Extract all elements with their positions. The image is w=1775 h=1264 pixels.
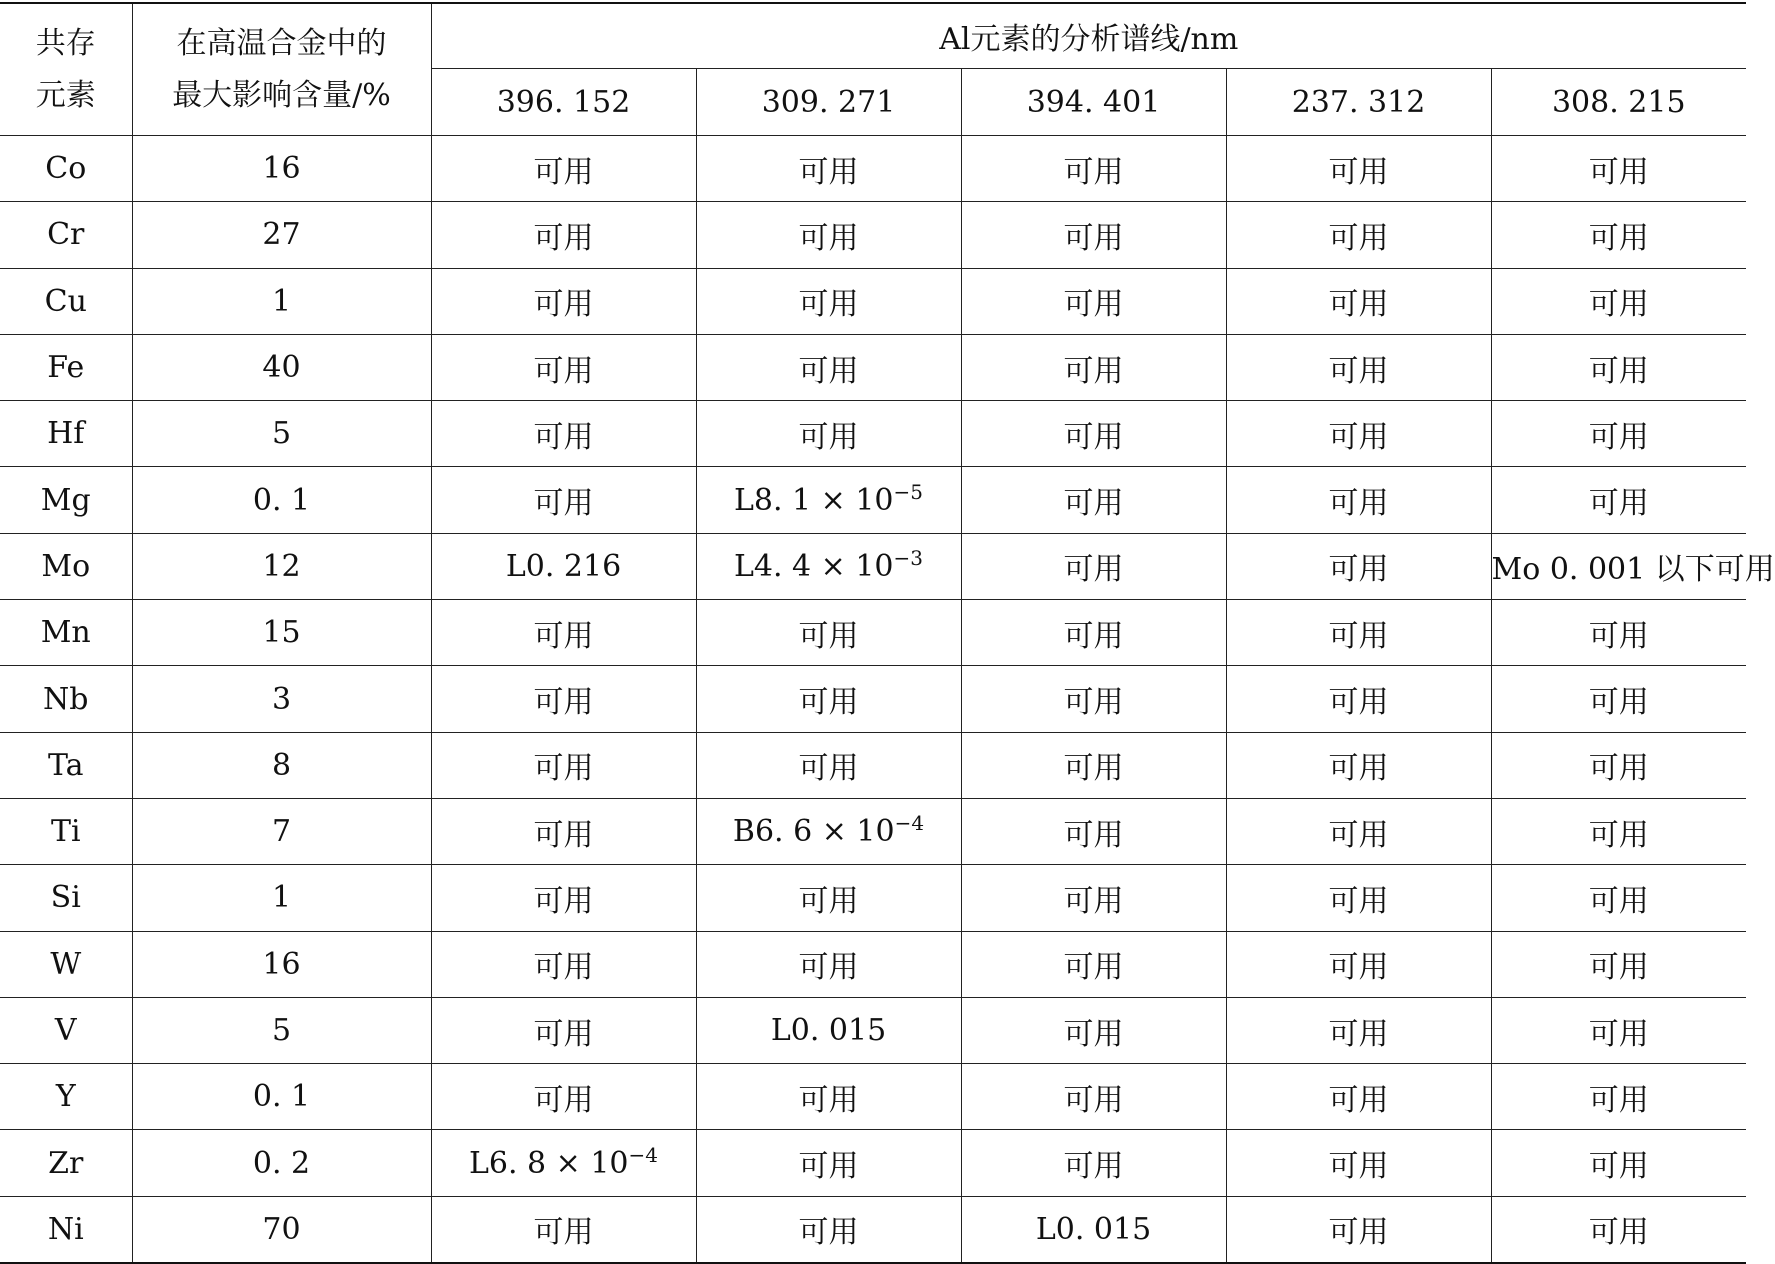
cell-value: 可用: [1588, 1082, 1649, 1118]
cell-wavelength-1: [431, 1196, 696, 1263]
cell-value: 可用: [1063, 685, 1124, 721]
cell-wavelength-3: [961, 931, 1226, 997]
cell-value: 可用: [1328, 552, 1389, 588]
cell-value: L6. 8 × 10: [468, 1145, 629, 1181]
header-max-content: [132, 3, 431, 136]
cell-element: Si: [0, 865, 132, 931]
header-coexisting-element-line2: 元素: [35, 77, 96, 113]
cell-wavelength-2: [696, 202, 961, 268]
cell-element: Mg: [0, 467, 132, 533]
cell-wavelength-2: [696, 268, 961, 334]
cell-wavelength-4: [1226, 1196, 1491, 1263]
cell-value: 可用: [533, 817, 594, 853]
cell-value: 可用: [798, 287, 859, 323]
cell-wavelength-5: [1491, 136, 1746, 202]
cell-wavelength-2: [696, 1196, 961, 1263]
cell-max-content: 0. 2: [132, 1130, 431, 1196]
cell-wavelength-4: [1226, 401, 1491, 467]
cell-wavelength-2: [696, 533, 961, 599]
cell-value: 可用: [1588, 751, 1649, 787]
header-wavelength-4: 237. 312: [1226, 69, 1491, 136]
cell-element: Nb: [0, 666, 132, 732]
cell-max-content: 27: [132, 202, 431, 268]
cell-wavelength-2: [696, 865, 961, 931]
cell-max-content: 3: [132, 666, 431, 732]
cell-wavelength-1: [431, 1130, 696, 1196]
cell-wavelength-4: [1226, 865, 1491, 931]
cell-wavelength-1: [431, 798, 696, 864]
cell-value: 可用: [1588, 618, 1649, 654]
cell-value: 可用: [1328, 883, 1389, 919]
cell-value: B6. 6 × 10: [732, 814, 895, 850]
table-row: [0, 1130, 1746, 1196]
header-max-content-line1: 在高温合金中的: [176, 25, 387, 61]
cell-value: 可用: [1063, 618, 1124, 654]
cell-wavelength-3: [961, 865, 1226, 931]
cell-value: 可用: [1328, 817, 1389, 853]
cell-wavelength-3: [961, 732, 1226, 798]
cell-wavelength-4: [1226, 1064, 1491, 1130]
cell-wavelength-5: [1491, 401, 1746, 467]
cell-value: 可用: [533, 287, 594, 323]
cell-value: 可用: [1588, 950, 1649, 986]
cell-wavelength-4: [1226, 997, 1491, 1063]
cell-value: 可用: [1328, 1016, 1389, 1052]
cell-max-content: 1: [132, 865, 431, 931]
cell-value: 可用: [1588, 817, 1649, 853]
cell-wavelength-3: [961, 1130, 1226, 1196]
cell-wavelength-1: [431, 666, 696, 732]
cell-wavelength-4: [1226, 202, 1491, 268]
cell-wavelength-4: [1226, 732, 1491, 798]
cell-element: Zr: [0, 1130, 132, 1196]
cell-value: 可用: [1063, 287, 1124, 323]
cell-wavelength-1: [431, 202, 696, 268]
cell-wavelength-5: [1491, 268, 1746, 334]
table-row: [0, 334, 1746, 400]
cell-value: 可用: [533, 353, 594, 389]
cell-wavelength-4: [1226, 467, 1491, 533]
cell-value: 可用: [533, 1215, 594, 1251]
header-spectral-lines: Al元素的分析谱线/nm: [431, 3, 1746, 69]
cell-max-content: 0. 1: [132, 467, 431, 533]
cell-wavelength-4: [1226, 1130, 1491, 1196]
cell-wavelength-3: [961, 401, 1226, 467]
table-row: [0, 401, 1746, 467]
cell-wavelength-3: [961, 533, 1226, 599]
cell-value: 可用: [1588, 154, 1649, 190]
cell-element: Cu: [0, 268, 132, 334]
cell-wavelength-4: [1226, 931, 1491, 997]
cell-max-content: 16: [132, 931, 431, 997]
table-row: [0, 533, 1746, 599]
cell-max-content: 70: [132, 1196, 431, 1263]
cell-element: Ti: [0, 798, 132, 864]
cell-value: 可用: [533, 486, 594, 522]
cell-wavelength-3: [961, 997, 1226, 1063]
cell-value: 可用: [1328, 486, 1389, 522]
cell-value: 可用: [1328, 353, 1389, 389]
cell-value: 可用: [1588, 1215, 1649, 1251]
cell-wavelength-4: [1226, 798, 1491, 864]
cell-wavelength-3: [961, 666, 1226, 732]
cell-value: L0. 216: [505, 548, 622, 584]
cell-value: 可用: [533, 1082, 594, 1118]
cell-wavelength-2: [696, 401, 961, 467]
cell-value: 可用: [1588, 1149, 1649, 1185]
cell-wavelength-3: [961, 202, 1226, 268]
cell-wavelength-1: [431, 467, 696, 533]
cell-value: 可用: [1063, 486, 1124, 522]
cell-wavelength-2: [696, 732, 961, 798]
cell-value: 可用: [798, 154, 859, 190]
cell-wavelength-4: [1226, 136, 1491, 202]
cell-wavelength-1: [431, 1064, 696, 1130]
cell-wavelength-3: [961, 334, 1226, 400]
cell-value: 可用: [1063, 419, 1124, 455]
cell-value: 可用: [533, 220, 594, 256]
cell-wavelength-1: [431, 997, 696, 1063]
cell-wavelength-4: [1226, 334, 1491, 400]
cell-value: 可用: [798, 618, 859, 654]
cell-value: 可用: [1063, 1149, 1124, 1185]
cell-wavelength-5: [1491, 1196, 1746, 1263]
cell-value: 可用: [533, 883, 594, 919]
cell-wavelength-2: [696, 136, 961, 202]
cell-value: 可用: [798, 1149, 859, 1185]
cell-element: Ta: [0, 732, 132, 798]
cell-value: 可用: [1063, 353, 1124, 389]
cell-value: 可用: [1588, 685, 1649, 721]
cell-value: L4. 4 × 10: [733, 548, 894, 584]
cell-value: 可用: [798, 685, 859, 721]
table-row: [0, 467, 1746, 533]
cell-value: 可用: [1588, 220, 1649, 256]
table-row: [0, 136, 1746, 202]
cell-wavelength-4: [1226, 666, 1491, 732]
cell-exponent: −3: [893, 545, 924, 570]
cell-wavelength-1: [431, 865, 696, 931]
table-row: [0, 1196, 1746, 1263]
cell-value: 可用: [533, 751, 594, 787]
cell-wavelength-5: [1491, 1130, 1746, 1196]
table-body: [0, 136, 1775, 1264]
cell-value: 可用: [1328, 1082, 1389, 1118]
cell-wavelength-4: [1226, 533, 1491, 599]
table-row: [0, 931, 1746, 997]
table-row: [0, 997, 1746, 1063]
cell-value: 可用: [798, 419, 859, 455]
cell-exponent: −5: [893, 479, 924, 504]
cell-value: 可用: [1063, 1082, 1124, 1118]
cell-wavelength-5: [1491, 1064, 1746, 1130]
cell-value: 可用: [1063, 883, 1124, 919]
header-wavelength-5: 308. 215: [1491, 69, 1746, 136]
cell-wavelength-2: [696, 1130, 961, 1196]
cell-value: 可用: [533, 618, 594, 654]
cell-value: 可用: [1328, 419, 1389, 455]
cell-max-content: 40: [132, 334, 431, 400]
cell-element: V: [0, 997, 132, 1063]
cell-element: Co: [0, 136, 132, 202]
cell-value: 可用: [533, 1016, 594, 1052]
cell-wavelength-3: [961, 600, 1226, 666]
cell-wavelength-3: [961, 798, 1226, 864]
cell-value: 可用: [1063, 751, 1124, 787]
cell-wavelength-3: [961, 1064, 1226, 1130]
cell-value: L8. 1 × 10: [733, 482, 894, 518]
cell-max-content: 8: [132, 732, 431, 798]
header-wavelength-2: 309. 271: [696, 69, 961, 136]
cell-wavelength-1: [431, 732, 696, 798]
cell-value: 可用: [1328, 220, 1389, 256]
cell-wavelength-5: [1491, 865, 1746, 931]
cell-value: Mo 0. 001 以下可用: [1491, 552, 1775, 588]
cell-value: 可用: [798, 220, 859, 256]
table-row: [0, 666, 1746, 732]
cell-wavelength-1: [431, 533, 696, 599]
header-coexisting-element-line1: 共存: [35, 25, 96, 61]
table-row: [0, 202, 1746, 268]
cell-max-content: 16: [132, 136, 431, 202]
cell-wavelength-4: [1226, 268, 1491, 334]
cell-element: Y: [0, 1064, 132, 1130]
cell-value: 可用: [1328, 154, 1389, 190]
cell-value: 可用: [798, 1215, 859, 1251]
cell-value: 可用: [1063, 154, 1124, 190]
cell-value: 可用: [533, 950, 594, 986]
cell-wavelength-5: [1491, 732, 1746, 798]
cell-value: 可用: [798, 950, 859, 986]
cell-value: 可用: [1328, 685, 1389, 721]
cell-wavelength-1: [431, 931, 696, 997]
cell-wavelength-5: [1491, 202, 1746, 268]
cell-value: 可用: [1063, 552, 1124, 588]
cell-value: 可用: [1588, 1016, 1649, 1052]
cell-wavelength-2: [696, 666, 961, 732]
cell-max-content: 15: [132, 600, 431, 666]
cell-wavelength-2: [696, 1064, 961, 1130]
cell-max-content: 1: [132, 268, 431, 334]
cell-element: Hf: [0, 401, 132, 467]
cell-value: 可用: [1063, 817, 1124, 853]
cell-wavelength-5: [1491, 467, 1746, 533]
cell-element: Cr: [0, 202, 132, 268]
cell-wavelength-1: [431, 136, 696, 202]
table-row: [0, 1064, 1746, 1130]
cell-wavelength-5: [1491, 997, 1746, 1063]
cell-wavelength-2: [696, 798, 961, 864]
cell-value: 可用: [1588, 287, 1649, 323]
cell-element: Ni: [0, 1196, 132, 1263]
cell-exponent: −4: [894, 811, 925, 836]
cell-value: 可用: [1328, 1149, 1389, 1185]
table-row: [0, 798, 1746, 864]
cell-value: 可用: [1588, 419, 1649, 455]
cell-value: 可用: [1063, 220, 1124, 256]
cell-value: 可用: [533, 419, 594, 455]
cell-wavelength-3: [961, 136, 1226, 202]
cell-wavelength-4: [1226, 600, 1491, 666]
cell-element: Fe: [0, 334, 132, 400]
cell-value: 可用: [1328, 1215, 1389, 1251]
cell-wavelength-1: [431, 401, 696, 467]
cell-value: 可用: [1588, 353, 1649, 389]
cell-value: 可用: [798, 353, 859, 389]
cell-wavelength-1: [431, 268, 696, 334]
cell-value: 可用: [533, 154, 594, 190]
cell-wavelength-5: [1491, 334, 1746, 400]
cell-value: 可用: [798, 883, 859, 919]
header-coexisting-element: [0, 3, 132, 136]
cell-element: Mo: [0, 533, 132, 599]
cell-wavelength-2: [696, 334, 961, 400]
cell-max-content: 5: [132, 997, 431, 1063]
cell-wavelength-1: [431, 600, 696, 666]
table-row: [0, 732, 1746, 798]
cell-max-content: 12: [132, 533, 431, 599]
cell-element: Mn: [0, 600, 132, 666]
cell-value: 可用: [1328, 618, 1389, 654]
cell-exponent: −4: [628, 1142, 659, 1167]
table-row: [0, 600, 1746, 666]
cell-max-content: 0. 1: [132, 1064, 431, 1130]
cell-wavelength-3: [961, 467, 1226, 533]
header-wavelength-1: 396. 152: [431, 69, 696, 136]
cell-wavelength-2: [696, 600, 961, 666]
cell-wavelength-2: [696, 997, 961, 1063]
cell-wavelength-3: [961, 268, 1226, 334]
cell-wavelength-5: [1491, 931, 1746, 997]
cell-max-content: 5: [132, 401, 431, 467]
cell-wavelength-2: [696, 931, 961, 997]
cell-element: W: [0, 931, 132, 997]
cell-value: 可用: [1328, 287, 1389, 323]
cell-value: 可用: [1063, 950, 1124, 986]
cell-wavelength-2: [696, 467, 961, 533]
table-row: [0, 865, 1746, 931]
header-max-content-line2: 最大影响含量/%: [172, 77, 391, 113]
cell-value: 可用: [1588, 883, 1649, 919]
cell-value: 可用: [798, 1082, 859, 1118]
cell-max-content: 7: [132, 798, 431, 864]
header-wavelength-3: 394. 401: [961, 69, 1226, 136]
spectral-interference-table: [0, 2, 1775, 1264]
cell-value: L0. 015: [770, 1013, 887, 1048]
cell-wavelength-5: [1491, 600, 1746, 666]
cell-wavelength-3: [961, 1196, 1226, 1263]
cell-wavelength-1: [431, 334, 696, 400]
cell-value: 可用: [1328, 950, 1389, 986]
table-row: [0, 268, 1746, 334]
cell-value: 可用: [798, 751, 859, 787]
cell-wavelength-5: [1491, 666, 1746, 732]
cell-wavelength-5: [1491, 533, 1775, 599]
cell-wavelength-5: [1491, 798, 1746, 864]
cell-value: 可用: [1063, 1016, 1124, 1052]
cell-value: 可用: [533, 685, 594, 721]
cell-value: 可用: [1588, 486, 1649, 522]
cell-value: 可用: [1328, 751, 1389, 787]
cell-value: L0. 015: [1035, 1211, 1152, 1247]
